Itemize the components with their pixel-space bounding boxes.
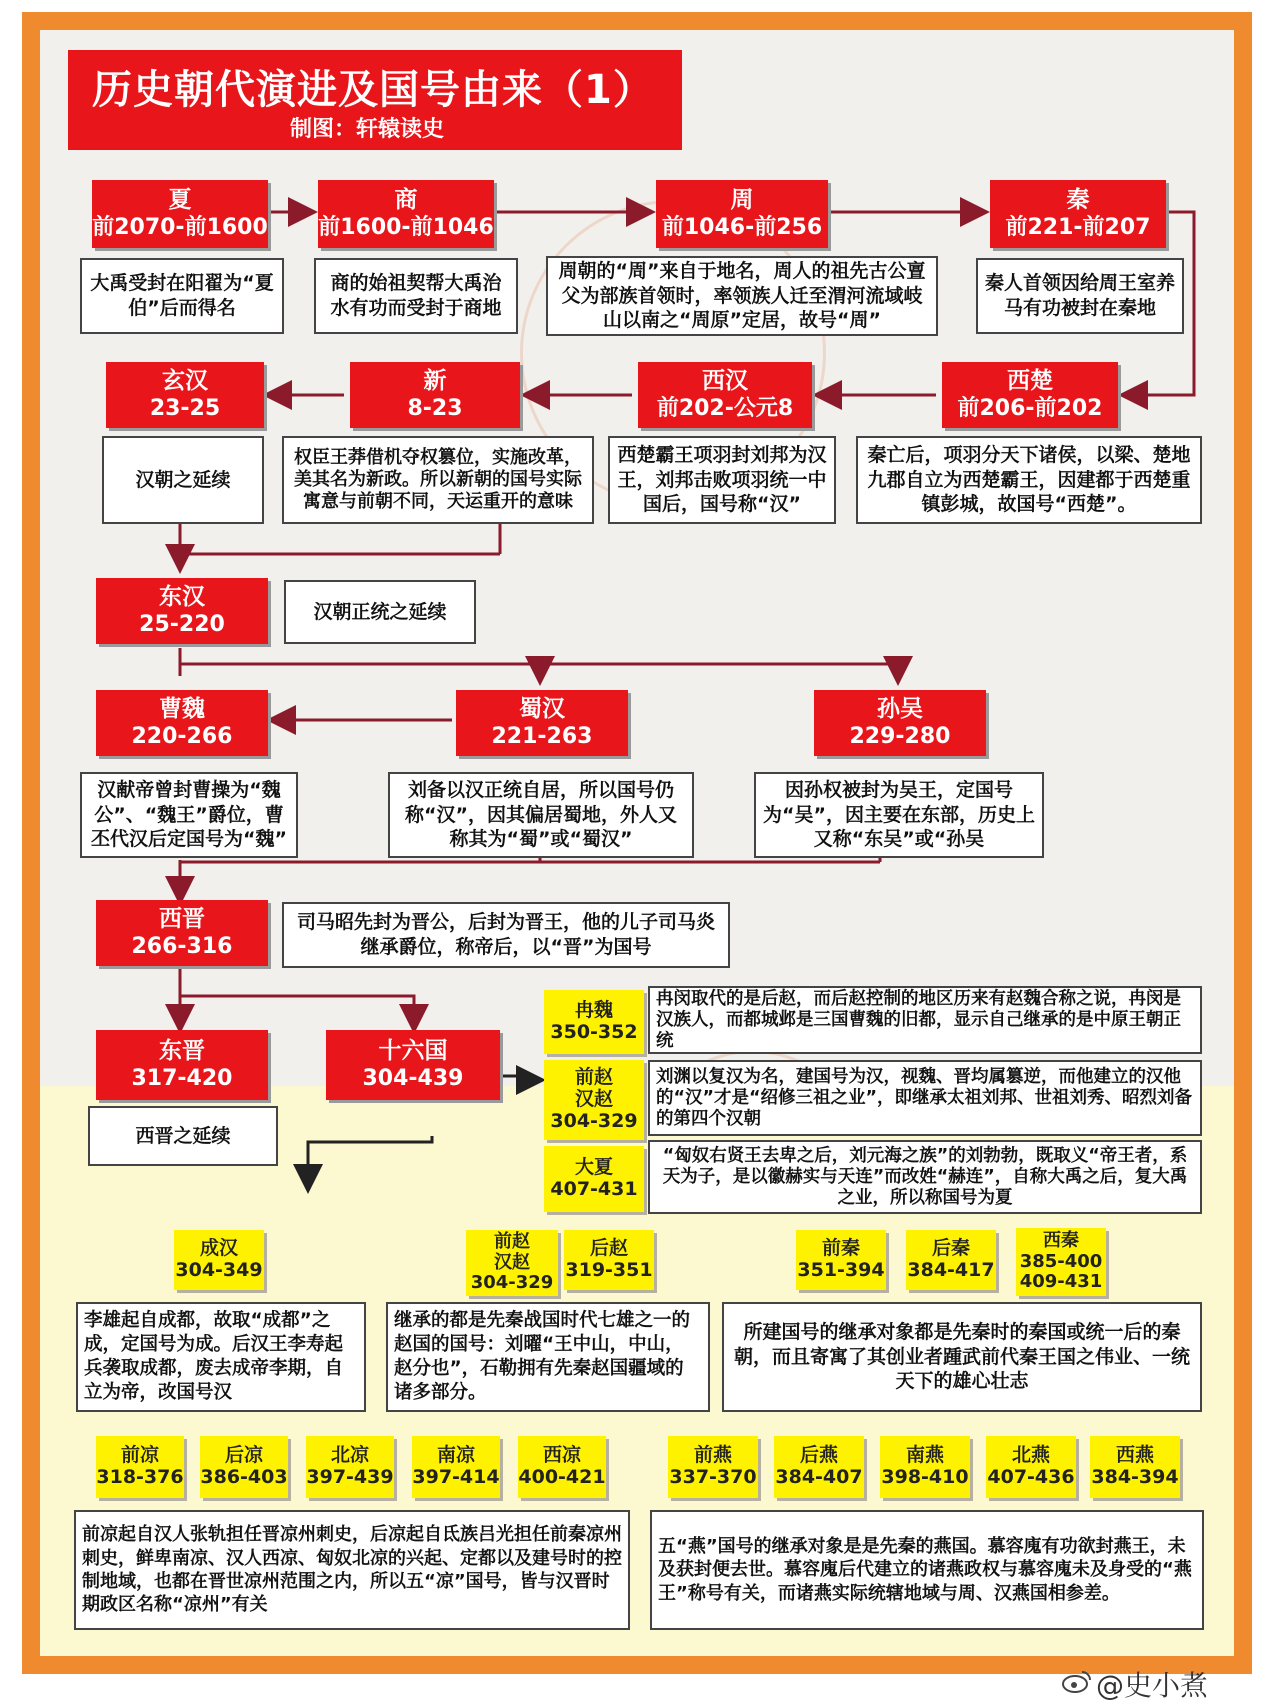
- kingdom-houyan: [774, 1436, 864, 1498]
- dynasty-dates: 25-220: [139, 611, 225, 637]
- dynasty-name: 西楚: [1007, 368, 1053, 394]
- dynasty-name: 西晋: [159, 906, 205, 932]
- note-daxia: “匈奴右贤王去卑之后，刘元海之族”的刘勃勃，既取义“帝王者，系天为子，是以徽赫实与天连”而改姓“赫连”，自称大禹之后，复大禹之业，所以称国号为夏: [648, 1140, 1202, 1214]
- kingdom-name: 后燕: [799, 1444, 838, 1467]
- note-qin: 秦人首领因给周王室养马有功被封在秦地: [976, 258, 1184, 334]
- arrow-to-kingdom-groups: [308, 1136, 432, 1188]
- arrow-to-side-kingdoms: [500, 1076, 540, 1080]
- dynasty-shiliuguo: [326, 1030, 500, 1100]
- dynasty-dates: 266-316: [131, 933, 233, 959]
- kingdom-dates: 384-407: [775, 1466, 863, 1488]
- kingdom-houqin: [906, 1230, 996, 1290]
- kingdom-qianyan: [668, 1436, 758, 1498]
- dynasty-dates: 221-263: [491, 723, 593, 749]
- dynasty-name: 西汉: [702, 368, 748, 394]
- dynasty-dates: 前2070-前1600: [92, 214, 268, 240]
- dynasty-dates: 前1600-前1046: [318, 214, 494, 240]
- kingdom-dates: 304-329: [550, 1109, 638, 1132]
- dynasty-xuanhan: [106, 362, 264, 428]
- kingdom-dates: 351-394: [797, 1259, 885, 1281]
- dynasty-dates: 317-420: [131, 1065, 233, 1091]
- kingdom-xiqin: [1016, 1228, 1106, 1296]
- note-xichu: 秦亡后，项羽分天下诸侯，以梁、楚地九郡自立为西楚霸王，因建都于西楚重镇彭城，故国号“西楚”。: [856, 436, 1202, 524]
- note-donghan: 汉朝正统之延续: [284, 580, 476, 644]
- kingdom-qianzhao: [466, 1230, 558, 1296]
- dynasty-name: 商: [394, 187, 418, 213]
- kingdom-dates: 397-414: [412, 1466, 500, 1488]
- kingdom-name: 前秦: [821, 1237, 860, 1260]
- kingdom-name: 前燕: [693, 1444, 732, 1467]
- note-shuhan: 刘备以汉正统自居，所以国号仍称“汉”，因其偏居蜀地，外人又称其为“蜀”或“蜀汉”: [388, 772, 694, 858]
- kingdom-qianliang: [96, 1436, 184, 1498]
- note-chenghan: 李雄起自成都，故取“成都”之成，定国号为成。后汉王李寿起兵袭取成都，废去成帝李期，自立为帝，改国号汉: [76, 1302, 366, 1412]
- dynasty-shang: [318, 180, 494, 248]
- kingdom-dates: 384-417: [907, 1259, 995, 1281]
- note-ranwei: 冉闵取代的是后赵，而后赵控制的地区历来有赵魏合称之说，冉闵是汉族人，而都城邺是三国曹魏的旧都，显示自己继承的是中原王朝正统: [648, 986, 1202, 1054]
- dynasty-xia: [92, 180, 268, 248]
- dynasty-dates: 23-25: [149, 395, 221, 421]
- kingdom-dates: 304-329: [470, 1272, 554, 1294]
- dynasty-dates: 前221-前207: [1005, 214, 1151, 240]
- kingdom-dates: 397-439: [306, 1466, 394, 1488]
- dynasty-dates: 前202-公元8: [656, 395, 794, 421]
- dynasty-dates: 前1046-前256: [661, 214, 823, 240]
- kingdom-name-alt: 汉赵: [574, 1088, 613, 1111]
- kingdom-dates: 350-352: [550, 1021, 638, 1043]
- kingdom-dates: 407-436: [987, 1466, 1075, 1488]
- note-xin: 权臣王莽借机夺权篡位，实施改革，美其名为新政。所以新朝的国号实际寓意与前朝不同，天运重开的意味: [282, 436, 594, 524]
- kingdom-name: 西凉: [542, 1444, 581, 1467]
- kingdom-name: 北凉: [330, 1444, 369, 1467]
- kingdom-dates: 384-394: [1091, 1466, 1179, 1488]
- note-qin-group: 所建国号的继承对象都是先秦时的秦国或统一后的秦朝，而且寄寓了其创业者踵武前代秦王国之伟业、一统天下的雄心壮志: [722, 1302, 1202, 1412]
- kingdom-name: 后秦: [931, 1237, 970, 1260]
- dynasty-dates: 229-280: [849, 723, 951, 749]
- kingdom-dates: 318-376: [96, 1466, 184, 1488]
- dynasty-xin: [350, 362, 520, 428]
- note-caowei: 汉献帝曾封曹操为“魏公”、“魏王”爵位，曹丕代汉后定国号为“魏”: [80, 772, 298, 858]
- kingdom-name: 成汉: [199, 1237, 238, 1260]
- dynasty-zhou: [656, 180, 828, 248]
- kingdom-name: 前赵: [574, 1066, 613, 1089]
- dynasty-donghan: [96, 578, 268, 644]
- kingdom-dates: 407-431: [550, 1178, 638, 1200]
- kingdom-name-alt: 汉赵: [494, 1251, 530, 1273]
- kingdom-name: 后凉: [224, 1444, 263, 1467]
- note-shang: 商的始祖契帮大禹治水有功而受封于商地: [314, 258, 518, 334]
- dynasty-name: 十六国: [378, 1038, 448, 1064]
- dynasty-xichu: [942, 362, 1118, 428]
- note-qianzhao: 刘渊以复汉为名，建国号为汉，视魏、晋均属篡逆，而他建立的汉他的“汉”才是“绍修三祖之业”，即继承太祖刘邦、世祖刘秀、昭烈刘备的第四个汉朝: [648, 1060, 1202, 1136]
- dynasty-name: 周: [730, 187, 754, 213]
- note-dongjin: 西晋之延续: [88, 1106, 278, 1166]
- dynasty-sunwu: [814, 690, 986, 756]
- dynasty-dongjin: [96, 1030, 268, 1100]
- dynasty-dates: 304-439: [362, 1065, 464, 1091]
- kingdom-dates: 337-370: [669, 1466, 757, 1488]
- kingdom-name: 西燕: [1115, 1444, 1154, 1467]
- kingdom-name: 北燕: [1011, 1444, 1050, 1467]
- kingdom-chenghan: [174, 1230, 264, 1290]
- kingdom-dates: 319-351: [565, 1259, 653, 1281]
- weibo-icon: [1062, 1668, 1092, 1694]
- kingdom-nanyan: [880, 1436, 970, 1498]
- dynasty-xijin: [96, 900, 268, 966]
- kingdom-qianqin: [796, 1230, 886, 1290]
- kingdom-beiliang: [306, 1436, 394, 1498]
- note-liang-group: 前凉起自汉人张轨担任晋凉州刺史，后凉起自氐族吕光担任前秦凉州刺史，鲜卑南凉、汉人西凉、匈奴北凉的兴起、定都以及建号时的控制地域，也都在晋世凉州范围之内，所以五“凉”国号，皆与汉晋时期政区名称“凉州”有关: [74, 1510, 630, 1630]
- note-zhao: 继承的都是先秦战国时代七雄之一的赵国的国号：刘曜“王中山，中山，赵分也”，石勒拥有先秦赵国疆域的诸多部分。: [386, 1302, 710, 1412]
- dynasty-name: 曹魏: [159, 696, 205, 722]
- kingdom-houzhao: [564, 1230, 654, 1290]
- dynasty-name: 东汉: [159, 584, 205, 610]
- kingdom-nanliang: [412, 1436, 500, 1498]
- kingdom-name: 西秦: [1043, 1229, 1079, 1251]
- note-xijin: 司马昭先封为晋公，后封为晋王，他的儿子司马炎继承爵位，称帝后，以“晋”为国号: [282, 902, 730, 968]
- dynasty-name: 玄汉: [162, 368, 208, 394]
- kingdom-name: 大夏: [574, 1156, 613, 1179]
- dynasty-name: 秦: [1066, 187, 1090, 213]
- dynasty-name: 蜀汉: [519, 696, 565, 722]
- note-zhou: 周朝的“周”来自于地名，周人的祖先古公亶父为部族首领时，率领族人迁至渭河流域岐山以南之“周原”定居，故号“周”: [546, 256, 938, 336]
- kingdom-name: 前凉: [120, 1444, 159, 1467]
- arrow-to-shiliuguo: [180, 996, 414, 1028]
- kingdom-xiyan: [1090, 1436, 1180, 1498]
- kingdom-beiyan: [986, 1436, 1076, 1498]
- weibo-handle: @史小煮: [1096, 1669, 1209, 1702]
- dynasty-name: 夏: [168, 187, 192, 213]
- page-title: 历史朝代演进及国号由来（1）: [92, 67, 654, 113]
- kingdom-name: 后赵: [589, 1237, 628, 1260]
- kingdom-dates: 398-410: [881, 1466, 969, 1488]
- kingdom-dates: 386-403: [200, 1466, 288, 1488]
- kingdom-name: 南凉: [436, 1444, 475, 1467]
- kingdom-name: 冉魏: [574, 999, 613, 1022]
- note-xia: 大禹受封在阳翟为“夏伯”后而得名: [80, 258, 284, 334]
- kingdom-dates: 304-349: [175, 1259, 263, 1281]
- dynasty-name: 东晋: [159, 1038, 205, 1064]
- note-xihan: 西楚霸王项羽封刘邦为汉王，刘邦击败项羽统一中国后，国号称“汉”: [608, 436, 836, 524]
- kingdom-houliang: [200, 1436, 288, 1498]
- kingdom-name: 南燕: [905, 1444, 944, 1467]
- page-subtitle: 制图：轩辕读史: [290, 117, 445, 142]
- kingdom-daxia: [544, 1146, 644, 1212]
- kingdom-name: 前赵: [494, 1230, 530, 1252]
- dynasty-xihan: [638, 362, 812, 428]
- dynasty-name: 孙吴: [877, 696, 923, 722]
- kingdom-qianzhao-hanzhao: [544, 1060, 644, 1140]
- dynasty-qin: [990, 180, 1166, 248]
- dynasty-dates: 8-23: [407, 395, 463, 421]
- dynasty-shuhan: [456, 690, 628, 756]
- kingdom-xiliang: [518, 1436, 606, 1498]
- dynasty-name: 新: [423, 368, 447, 394]
- kingdom-dates: 385-400: [1019, 1250, 1103, 1272]
- dynasty-dates: 220-266: [131, 723, 233, 749]
- kingdom-ranwei: [544, 990, 644, 1054]
- kingdom-dates-alt: 409-431: [1019, 1271, 1103, 1293]
- dynasty-dates: 前206-前202: [957, 395, 1103, 421]
- note-sunwu: 因孙权被封为吴王，定国号为“吴”，因主要在东部，历史上又称“东吴”或“孙吴: [754, 772, 1044, 858]
- note-yan-group: 五“燕”国号的继承对象是是先秦的燕国。慕容廆有功欲封燕王，未及获封便去世。慕容廆后代建立的诸燕政权与慕容廆未及身受的“燕王”称号有关，而诸燕实际统辖地域与周、汉燕国相参差。: [650, 1510, 1204, 1630]
- kingdom-dates: 400-421: [518, 1466, 606, 1488]
- dynasty-caowei: [96, 690, 268, 756]
- note-xuanhan: 汉朝之延续: [102, 436, 264, 524]
